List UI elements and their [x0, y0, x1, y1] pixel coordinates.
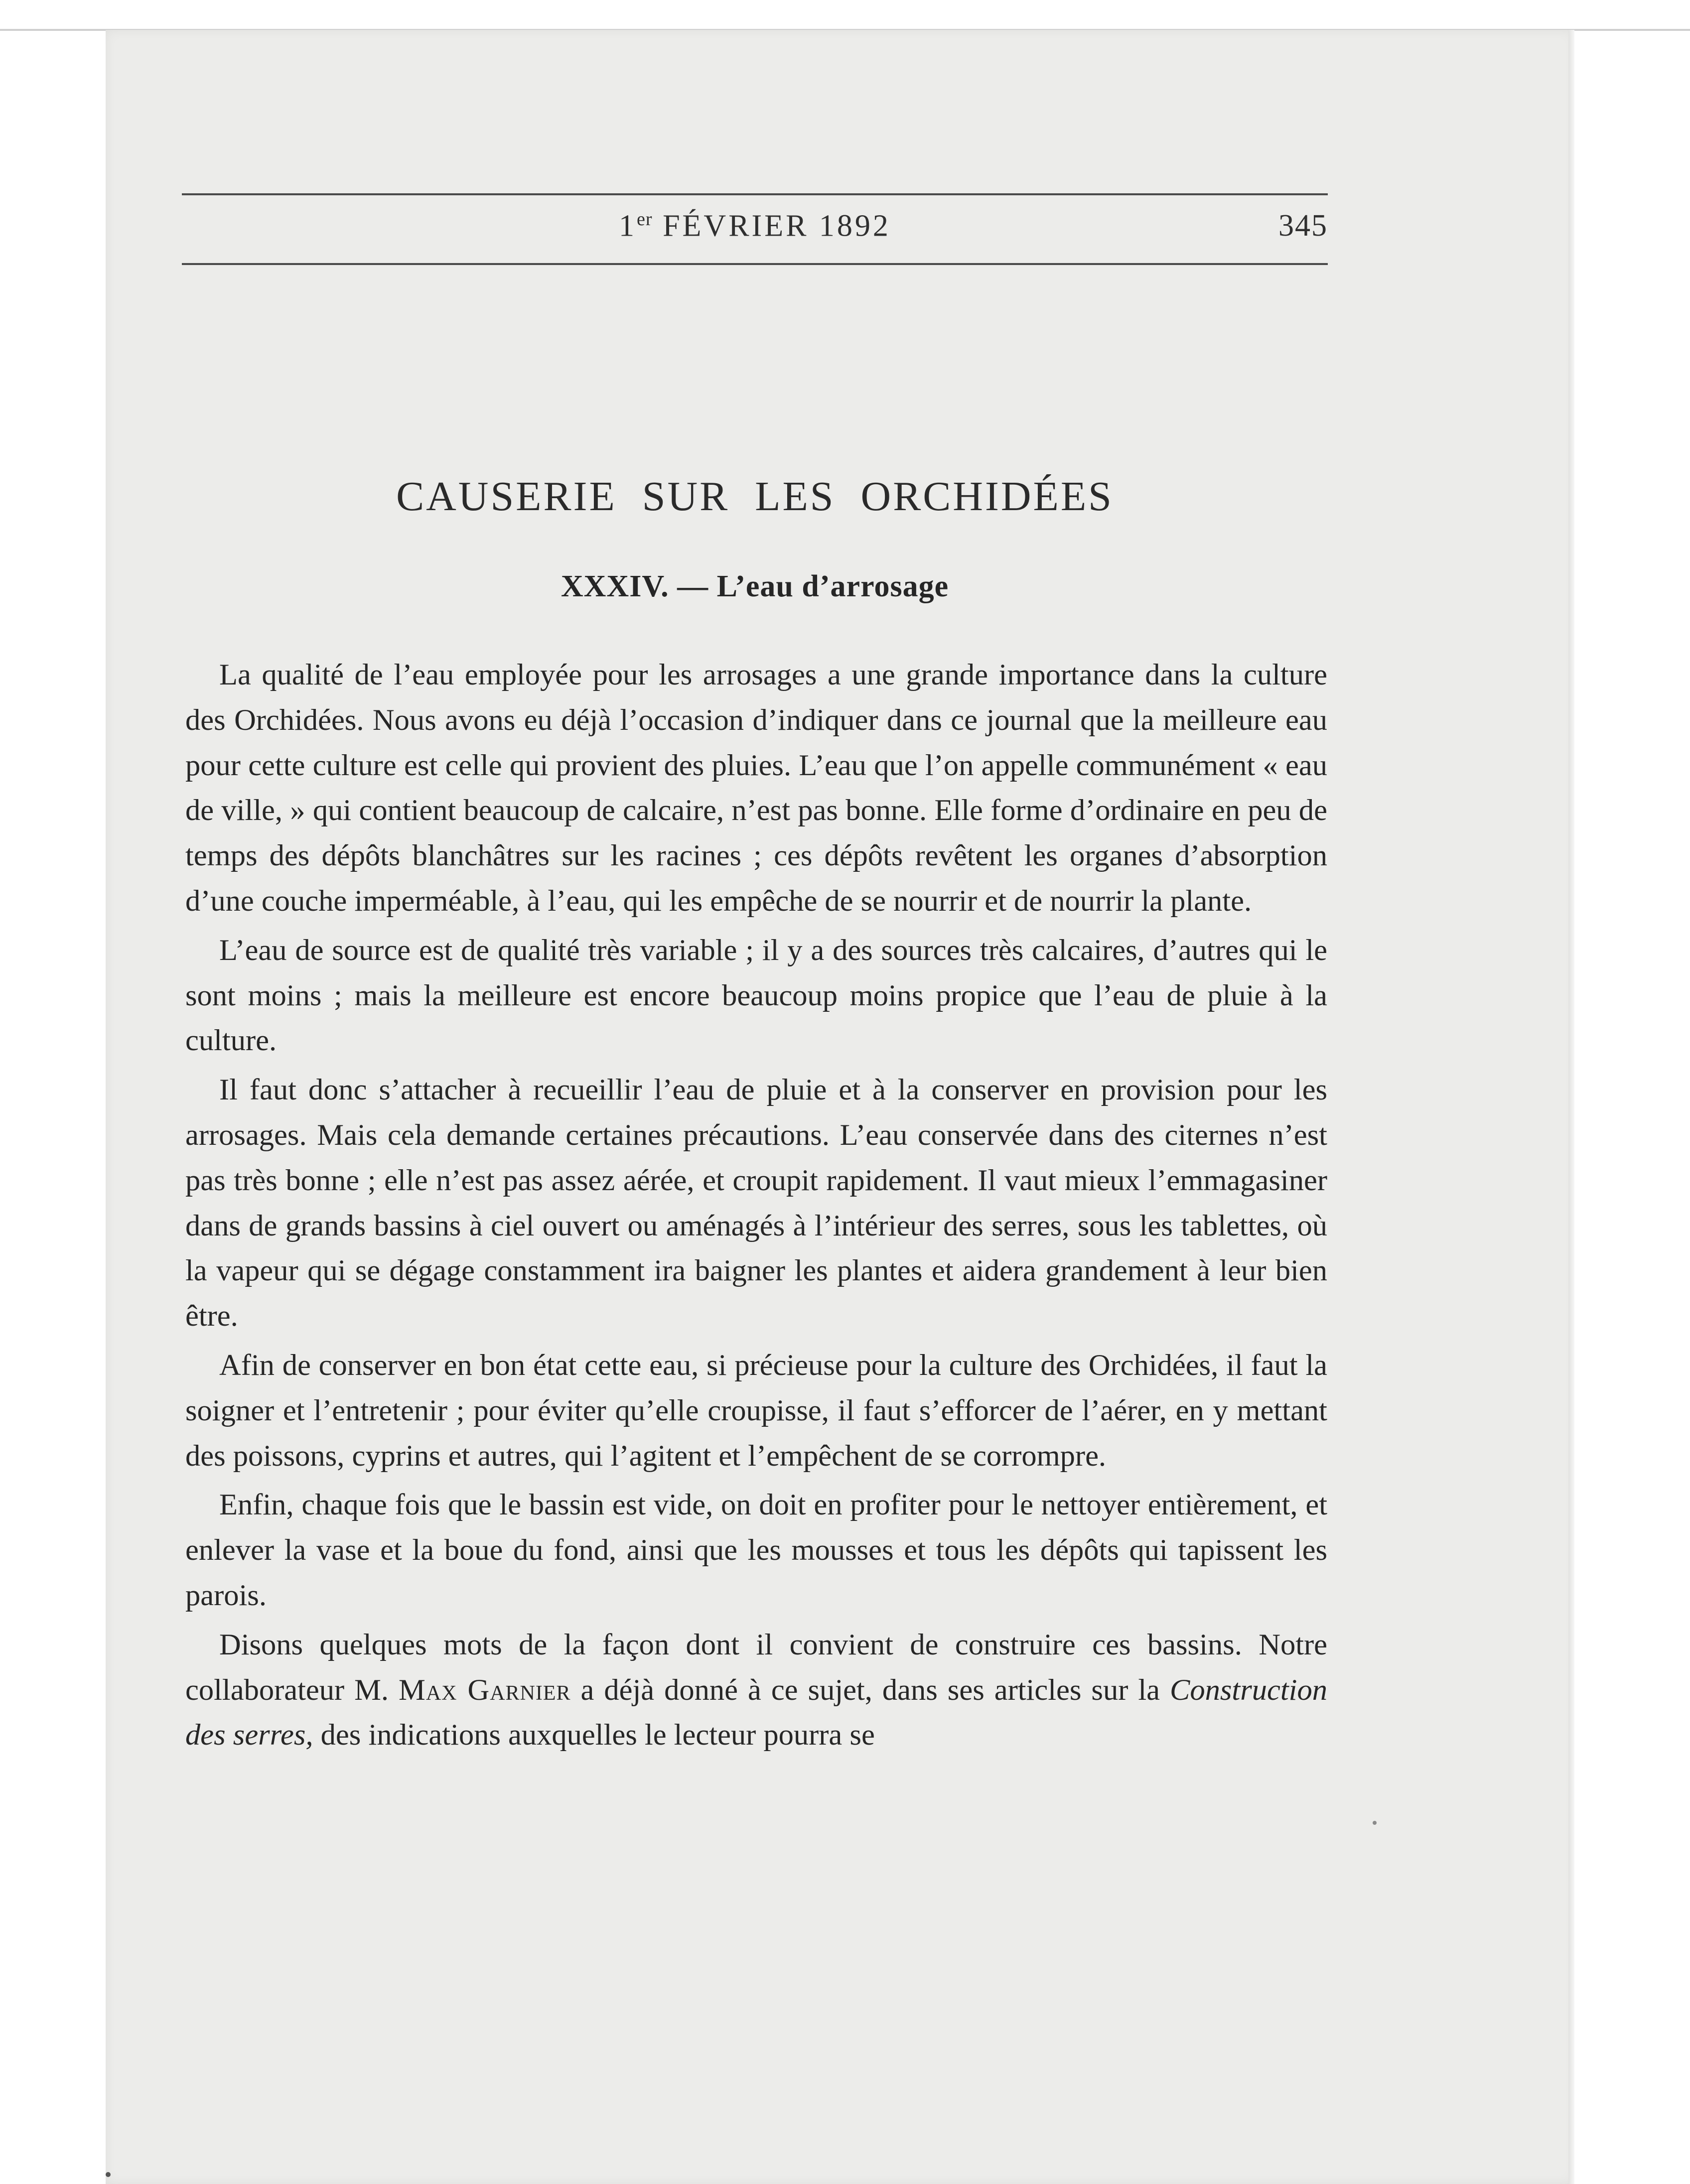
paragraph-3: Il faut donc s’attacher à recueillir l’eau de pluie et à la conserver en provision pour les arrosages. Mais cela demande certaines précautions. L’eau conservée dans des citernes n’est pas très bonne ; elle n’est pas assez aérée, et croupit rapidement. Il vaut mieux l’emmagasiner dans de grands bassins à ciel ouvert ou aménagés à l’intérieur des serres, sous les tablettes, où la vapeur qui se dégage constamment ira baigner les plantes et aidera grandement à leur bien être.	[185, 1073, 1327, 1333]
article-subtitle: XXXIV. — L’eau d’arrosage	[561, 569, 949, 603]
header-rule-top	[182, 193, 1328, 195]
scan-speck	[106, 2172, 111, 2177]
author-name: Max Garnier	[399, 1673, 571, 1707]
cited-article-title: Construction des serres,	[185, 1673, 1327, 1752]
paragraph-6-part-1: Disons quelques mots de la façon dont il convient de construire ces bassins. Notre collaborateur M.	[185, 1628, 1327, 1707]
paragraph-2: L’eau de source est de qualité très variable ; il y a des sources très calcaires, d’autres qui le sont moins ; mais la meilleure est encore beaucoup moins propice que l’eau de pluie à la culture.	[185, 933, 1327, 1058]
paragraph-5: Enfin, chaque fois que le bassin est vide, on doit en profiter pour le nettoyer entièrement, et enlever la vase et la boue du fond, ainsi que les mousses et tous les dépôts qui tapissent les parois.	[185, 1488, 1327, 1612]
running-header-date	[182, 208, 1328, 244]
header-date-superscript: er	[637, 209, 653, 230]
page-number: 345	[1278, 209, 1328, 243]
paragraph-6	[185, 1623, 1327, 1758]
header-rule-bottom	[182, 263, 1328, 265]
article-title: CAUSERIE SUR LES ORCHIDÉES	[396, 473, 1114, 520]
scan-speck	[1373, 1821, 1377, 1825]
article-body	[185, 653, 1327, 1762]
paragraph-1: La qualité de l’eau employée pour les arrosages a une grande importance dans la culture des Orchidées. Nous avons eu déjà l’occasion d’indiquer dans ce journal que la meilleure eau pour cette culture est celle qui provient des pluies. L’eau que l’on appelle communément « eau de ville, » qui contient beaucoup de calcaire, n’est pas bonne. Elle forme d’ordinaire en peu de temps des dépôts blanchâtres sur les racines ; ces dépôts revêtent les organes d’absorption d’une couche imperméable, à l’eau, qui les empêche de se nourrir et de nourrir la plante.	[185, 658, 1327, 918]
header-date-prefix: 1	[619, 209, 637, 243]
scan-edge-right	[1568, 30, 1574, 2184]
header-date-rest: FÉVRIER 1892	[652, 209, 891, 243]
paragraph-6-part-2: a déjà donné à ce sujet, dans ses articles sur la	[570, 1673, 1170, 1707]
paragraph-6-part-3: des indications auxquelles le lecteur pourra se	[313, 1718, 875, 1752]
paragraph-4: Afin de conserver en bon état cette eau, si précieuse pour la culture des Orchidées, il faut la soigner et l’entretenir ; pour éviter qu’elle croupisse, il faut s’efforcer de l’aérer, en y mettant des poissons, cyprins et autres, qui l’agitent et l’empêchent de se corrompre.	[185, 1348, 1327, 1473]
